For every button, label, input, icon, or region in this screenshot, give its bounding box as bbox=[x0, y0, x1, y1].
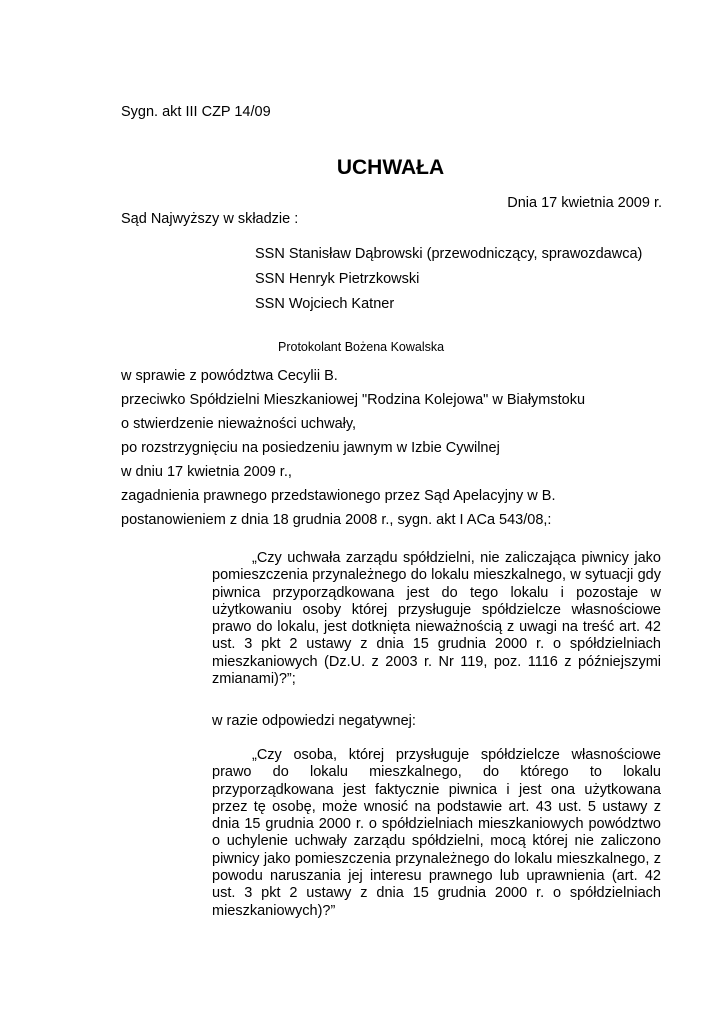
court-recorder: Protokolant Bożena Kowalska bbox=[278, 340, 445, 354]
matter-line: zagadnienia prawnego przedstawionego przez Sąd Apelacyjny w B. bbox=[121, 488, 556, 504]
matter-description bbox=[121, 367, 585, 535]
judge-presiding: SSN Stanisław Dąbrowski (przewodniczący, sprawozdawca) bbox=[255, 246, 643, 262]
matter-line: w dniu 17 kwietnia 2009 r., bbox=[121, 464, 292, 480]
matter-line: o stwierdzenie nieważności uchwały, bbox=[121, 416, 357, 432]
document-title: UCHWAŁA bbox=[336, 156, 445, 179]
matter-line: postanowieniem z dnia 18 grudnia 2008 r., sygn. akt I ACa 543/08,: bbox=[121, 512, 552, 528]
matter-line: w sprawie z powództwa Cecylii B. bbox=[121, 368, 338, 384]
judge-member: SSN Wojciech Katner bbox=[255, 296, 395, 312]
decision-date: Dnia 17 kwietnia 2009 r. bbox=[507, 195, 662, 211]
judges-list bbox=[255, 245, 642, 320]
legal-question-second: „Czy osoba, której przysługuje spółdzielcze własnościowe prawo do lokalu mieszkalnego, do którego to lokalu przyporządkowana jest faktycznie piwnica i jest ona użytkowana przez tę osobę, może wnosić na podstawie art. 43 ust. 5 ustawy z dnia 15 grudnia 2000 r. o spółdzielniach mieszkaniowych powództwo o uchylenie uchwały zarządu spółdzielni, mocą której nie zaliczono piwnicy jako pomieszczenia przynależnego do lokalu mieszkalnego, z powodu naruszania jej interesu prawnego lub uprawnienia (art. 42 ust. 3 pkt 2 ustawy z dnia 15 grudnia 2000 r. o spółdzielniach mieszkaniowych)?” bbox=[212, 747, 661, 919]
case-signature: Sygn. akt III CZP 14/09 bbox=[121, 104, 271, 120]
legal-question-first: „Czy uchwała zarządu spółdzielni, nie zaliczająca piwnicy jako pomieszczenia przynależnego do lokalu mieszkalnego, w sytuacji gdy piwnica przyporządkowana jest do tego lokalu i pozostaje w użytkowaniu osoby której przysługuje spółdzielcze własnościowe prawo do lokalu, jest dotknięta nieważnością z uwagi na treść art. 42 ust. 3 pkt 2 ustawy z dnia 15 grudnia 2000 r. o spółdzielniach mieszkaniowych (Dz.U. z 2003 r. Nr 119, poz. 1116 z późniejszymi zmianami)?”; bbox=[212, 550, 661, 688]
matter-line: po rozstrzygnięciu na posiedzeniu jawnym w Izbie Cywilnej bbox=[121, 440, 500, 456]
court-composition-intro: Sąd Najwyższy w składzie : bbox=[121, 211, 299, 227]
negative-answer-intro: w razie odpowiedzi negatywnej: bbox=[212, 713, 416, 729]
judge-member: SSN Henryk Pietrzkowski bbox=[255, 271, 420, 287]
matter-line: przeciwko Spółdzielni Mieszkaniowej "Rodzina Kolejowa" w Białymstoku bbox=[121, 392, 586, 408]
